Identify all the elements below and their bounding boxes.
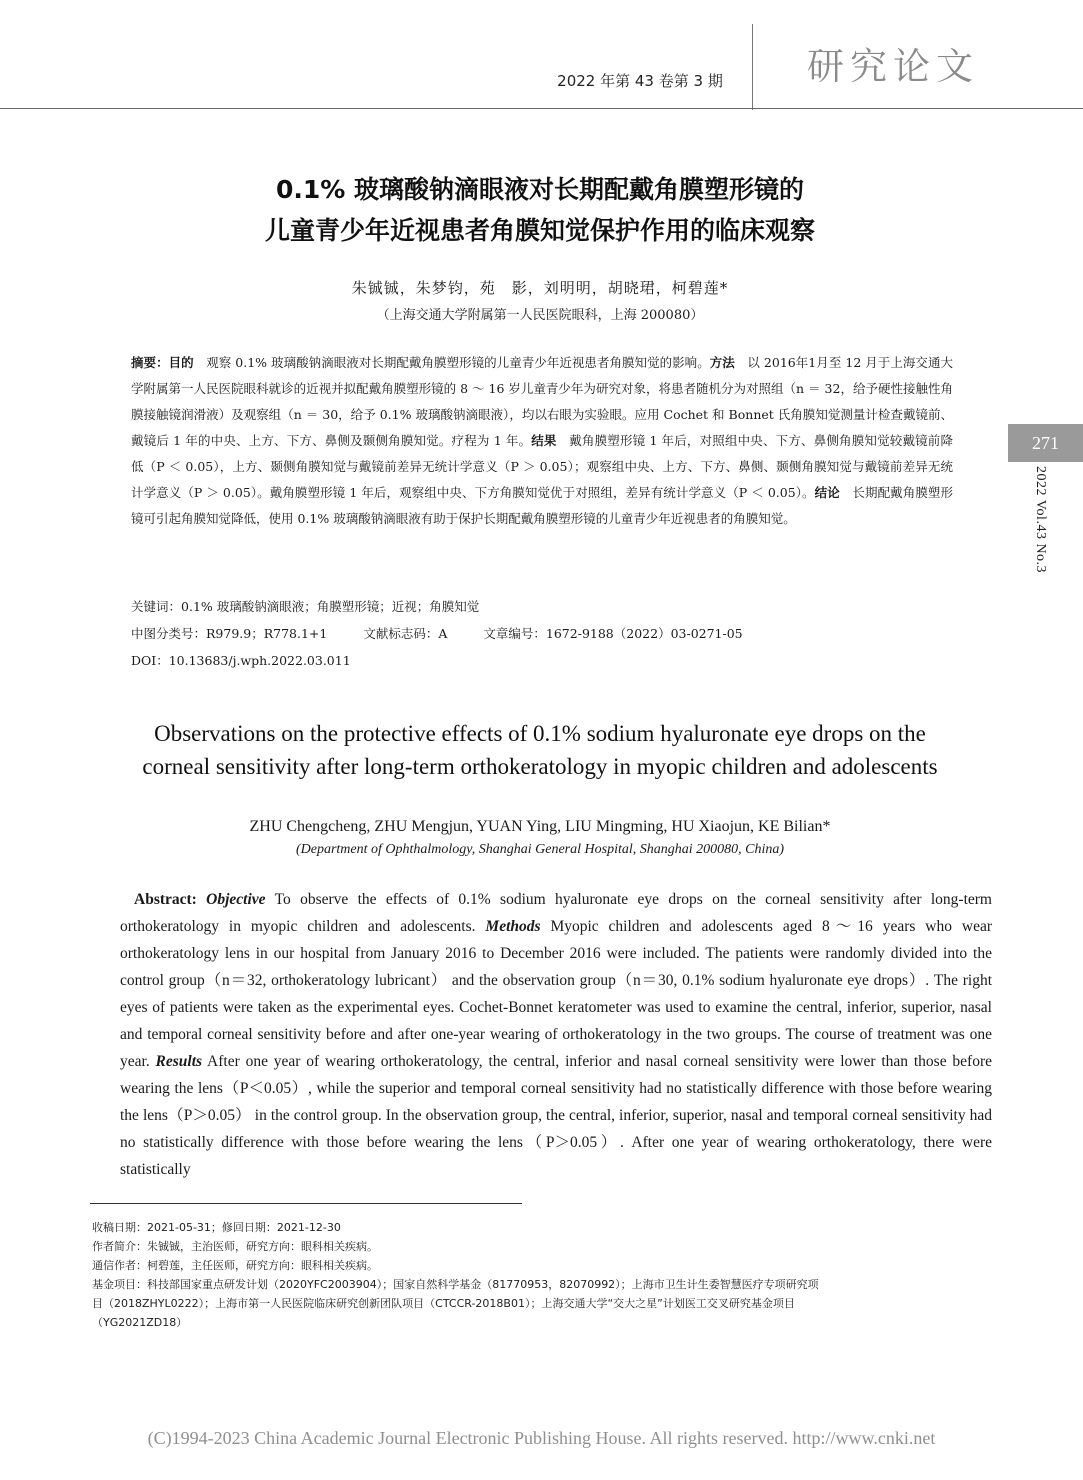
en-methods-text: Myopic children and adolescents aged 8～16 years who wear orthokeratology lens in our hospital from January 2016 to December 2016 were included. The patients were randomly divided into the control group（n＝32, orthokeratology lubricant） and the observation group（n＝30, 0.1% sodium hyaluronate eye drops）. The right eyes of patients were taken as the experimental eyes. Cochet-Bonnet keratometer was used to examine the central, inferior, superior, nasal and temporal corneal sensitivity before and after one-year wearing of orthokeratology in the two groups. The course of treatment was one year. bbox=[120, 918, 992, 1070]
footnote-corresponding bbox=[92, 1256, 992, 1275]
cn-title-line-1: 0.1% 玻璃酸钠滴眼液对长期配戴角膜塑形镜的 bbox=[275, 175, 805, 204]
clc-label: 中图分类号： bbox=[131, 626, 207, 641]
cn-objective-text: 观察 0.1% 玻璃酸钠滴眼液对长期配戴角膜塑形镜的儿童青少年近视患者角膜知觉的影响。 bbox=[193, 355, 710, 370]
cn-conclusion-text: 长期配戴角膜塑形镜可引起角膜知觉降低，使用 0.1% 玻璃酸钠滴眼液有助于保护长期配戴角膜塑形镜的儿童青少年近视患者的角膜知觉。 bbox=[131, 485, 953, 526]
received-value: 2021-05-31；修回日期：2021-12-30 bbox=[147, 1221, 341, 1234]
journal-issue: 2022 年第 43 卷第 3 期 bbox=[557, 72, 723, 90]
volume-label: 2022 Vol.43 No.3 bbox=[1033, 466, 1048, 574]
footnote-author bbox=[92, 1237, 992, 1256]
footnote-received bbox=[92, 1218, 992, 1237]
cn-methods-text: 以 2016年1月至 12 月于上海交通大学附属第一人民医院眼科就诊的近视并拟配戴角膜塑形镜的 8 ～ 16 岁儿童青少年为研究对象，将患者随机分为对照组（n ＝ 32，给予硬性接触性角膜接触镜润滑液）及观察组（n ＝ 30，给予 0.1% 玻璃酸钠滴眼液），均以右眼为实验眼。应用 Cochet 和 Bonnet 氏角膜知觉测量计检查戴镜前、戴镜后 1 年的中央、上方、下方、鼻侧及颞侧角膜知觉。疗程为 1 年。 bbox=[131, 355, 953, 448]
footnote-fund-line-2: 目（2018ZHYL0222）；上海市第一人民医院临床研究创新团队项目（CTCCR-2018B01）；上海交通大学“交大之星”计划医工交叉研究基金项目 bbox=[92, 1297, 795, 1310]
doi-value: 10.13683/j.wph.2022.03.011 bbox=[168, 653, 351, 668]
en-results-label: Results bbox=[155, 1053, 203, 1070]
author-label: 作者简介： bbox=[92, 1240, 147, 1253]
cn-keywords bbox=[131, 597, 479, 615]
article-no-label: 文章编号： bbox=[483, 626, 546, 641]
en-title-line-1: Observations on the protective effects of 0.1% sodium hyaluronate eye drops on the bbox=[154, 721, 926, 746]
cn-keywords-text: 0.1% 玻璃酸钠滴眼液；角膜塑形镜；近视；角膜知觉 bbox=[181, 599, 480, 614]
cn-abstract bbox=[131, 350, 953, 532]
cn-title-line-2: 儿童青少年近视患者角膜知觉保护作用的临床观察 bbox=[264, 216, 815, 245]
clc-value: R979.9；R778.1+1 bbox=[206, 626, 328, 641]
cn-authors: 朱铖铖，朱梦钧，苑 影，刘明明，胡晓珺，柯碧莲* bbox=[351, 279, 729, 297]
cn-keywords-label: 关键词： bbox=[131, 599, 182, 614]
header-rule bbox=[0, 108, 1083, 109]
author-value: 朱铖铖，主治医师，研究方向：眼科相关疾病。 bbox=[147, 1240, 378, 1253]
en-results-text: After one year of wearing orthokeratology, the central, inferior and nasal corneal sensitivity were lower than those before wearing the lens（P＜0.05）, while the superior and temporal corneal sensitivity had no statistically difference with those before wearing the lens（P＞0.05） in the control group. In the observation group, the central, inferior, superior, nasal and temporal corneal sensitivity had no statistically difference with those before wearing the lens（P＞0.05）. After one year of wearing orthokeratology, there were statistically bbox=[120, 1053, 993, 1178]
en-objective-label: Objective bbox=[206, 891, 266, 908]
doc-code-value: A bbox=[438, 626, 448, 641]
copyright-notice: (C)1994-2023 China Academic Journal Electronic Publishing House. All rights reserved. http://www.cnki.net bbox=[147, 1428, 936, 1448]
footnotes bbox=[92, 1218, 992, 1332]
corresponding-label: 通信作者： bbox=[92, 1259, 147, 1272]
footnote-fund-line-3: （YG2021ZD18） bbox=[92, 1316, 188, 1329]
cn-classification bbox=[131, 624, 951, 642]
doc-code-label: 文献标志码： bbox=[363, 626, 439, 641]
cn-results-label: 结果 bbox=[531, 433, 557, 448]
cn-conclusion-label: 结论 bbox=[814, 485, 840, 500]
footnote-fund bbox=[92, 1275, 992, 1294]
en-affiliation: (Department of Ophthalmology, Shanghai General Hospital, Shanghai 200080, China) bbox=[295, 842, 785, 857]
cn-abstract-label: 摘要： bbox=[131, 355, 169, 370]
article-no-value: 1672-9188（2022）03-0271-05 bbox=[545, 626, 743, 641]
fund-label: 基金项目： bbox=[92, 1278, 147, 1291]
page-number-tab: 271 bbox=[1008, 424, 1083, 462]
cn-results-text: 戴角膜塑形镜 1 年后，对照组中央、下方、鼻侧角膜知觉较戴镜前降低（P ＜ 0.05），上方、颞侧角膜知觉与戴镜前差异无统计学意义（P ＞ 0.05）；观察组中央、上方、下方、鼻侧、颞侧角膜知觉与戴镜前差异无统计学意义（P ＞ 0.05）。戴角膜塑形镜 1 年后，观察组中央、下方角膜知觉优于对照组，差异有统计学意义（P ＜ 0.05）。 bbox=[131, 433, 953, 500]
en-abstract bbox=[120, 886, 992, 1183]
doi bbox=[131, 651, 351, 669]
doi-label: DOI： bbox=[131, 653, 169, 668]
en-methods-label: Methods bbox=[485, 918, 541, 935]
cn-objective-label: 目的 bbox=[168, 355, 194, 370]
en-title-line-2: corneal sensitivity after long-term orthokeratology in myopic children and adolescents bbox=[142, 754, 938, 779]
received-label: 收稿日期： bbox=[92, 1221, 147, 1234]
en-authors: ZHU Chengcheng, ZHU Mengjun, YUAN Ying, LIU Mingming, HU Xiaojun, KE Bilian* bbox=[249, 818, 831, 835]
cn-affiliation: （上海交通大学附属第一人民医院眼科，上海 200080） bbox=[376, 308, 704, 323]
en-objective-text: To observe the effects of 0.1% sodium hyaluronate eye drops on the corneal sensitivity after long-term orthokeratology in myopic children and adolescents. bbox=[120, 891, 992, 935]
footnote-rule bbox=[90, 1203, 522, 1204]
section-label: 研究论文 bbox=[807, 45, 979, 88]
corresponding-value: 柯碧莲，主任医师，研究方向：眼科相关疾病。 bbox=[147, 1259, 378, 1272]
cn-methods-label: 方法 bbox=[709, 355, 735, 370]
header-divider bbox=[752, 24, 753, 110]
en-abstract-label: Abstract: bbox=[134, 891, 197, 908]
fund-line-1: 科技部国家重点研发计划（2020YFC2003904）；国家自然科学基金（81770953，82070992）；上海市卫生计生委智慧医疗专项研究项 bbox=[147, 1278, 819, 1291]
